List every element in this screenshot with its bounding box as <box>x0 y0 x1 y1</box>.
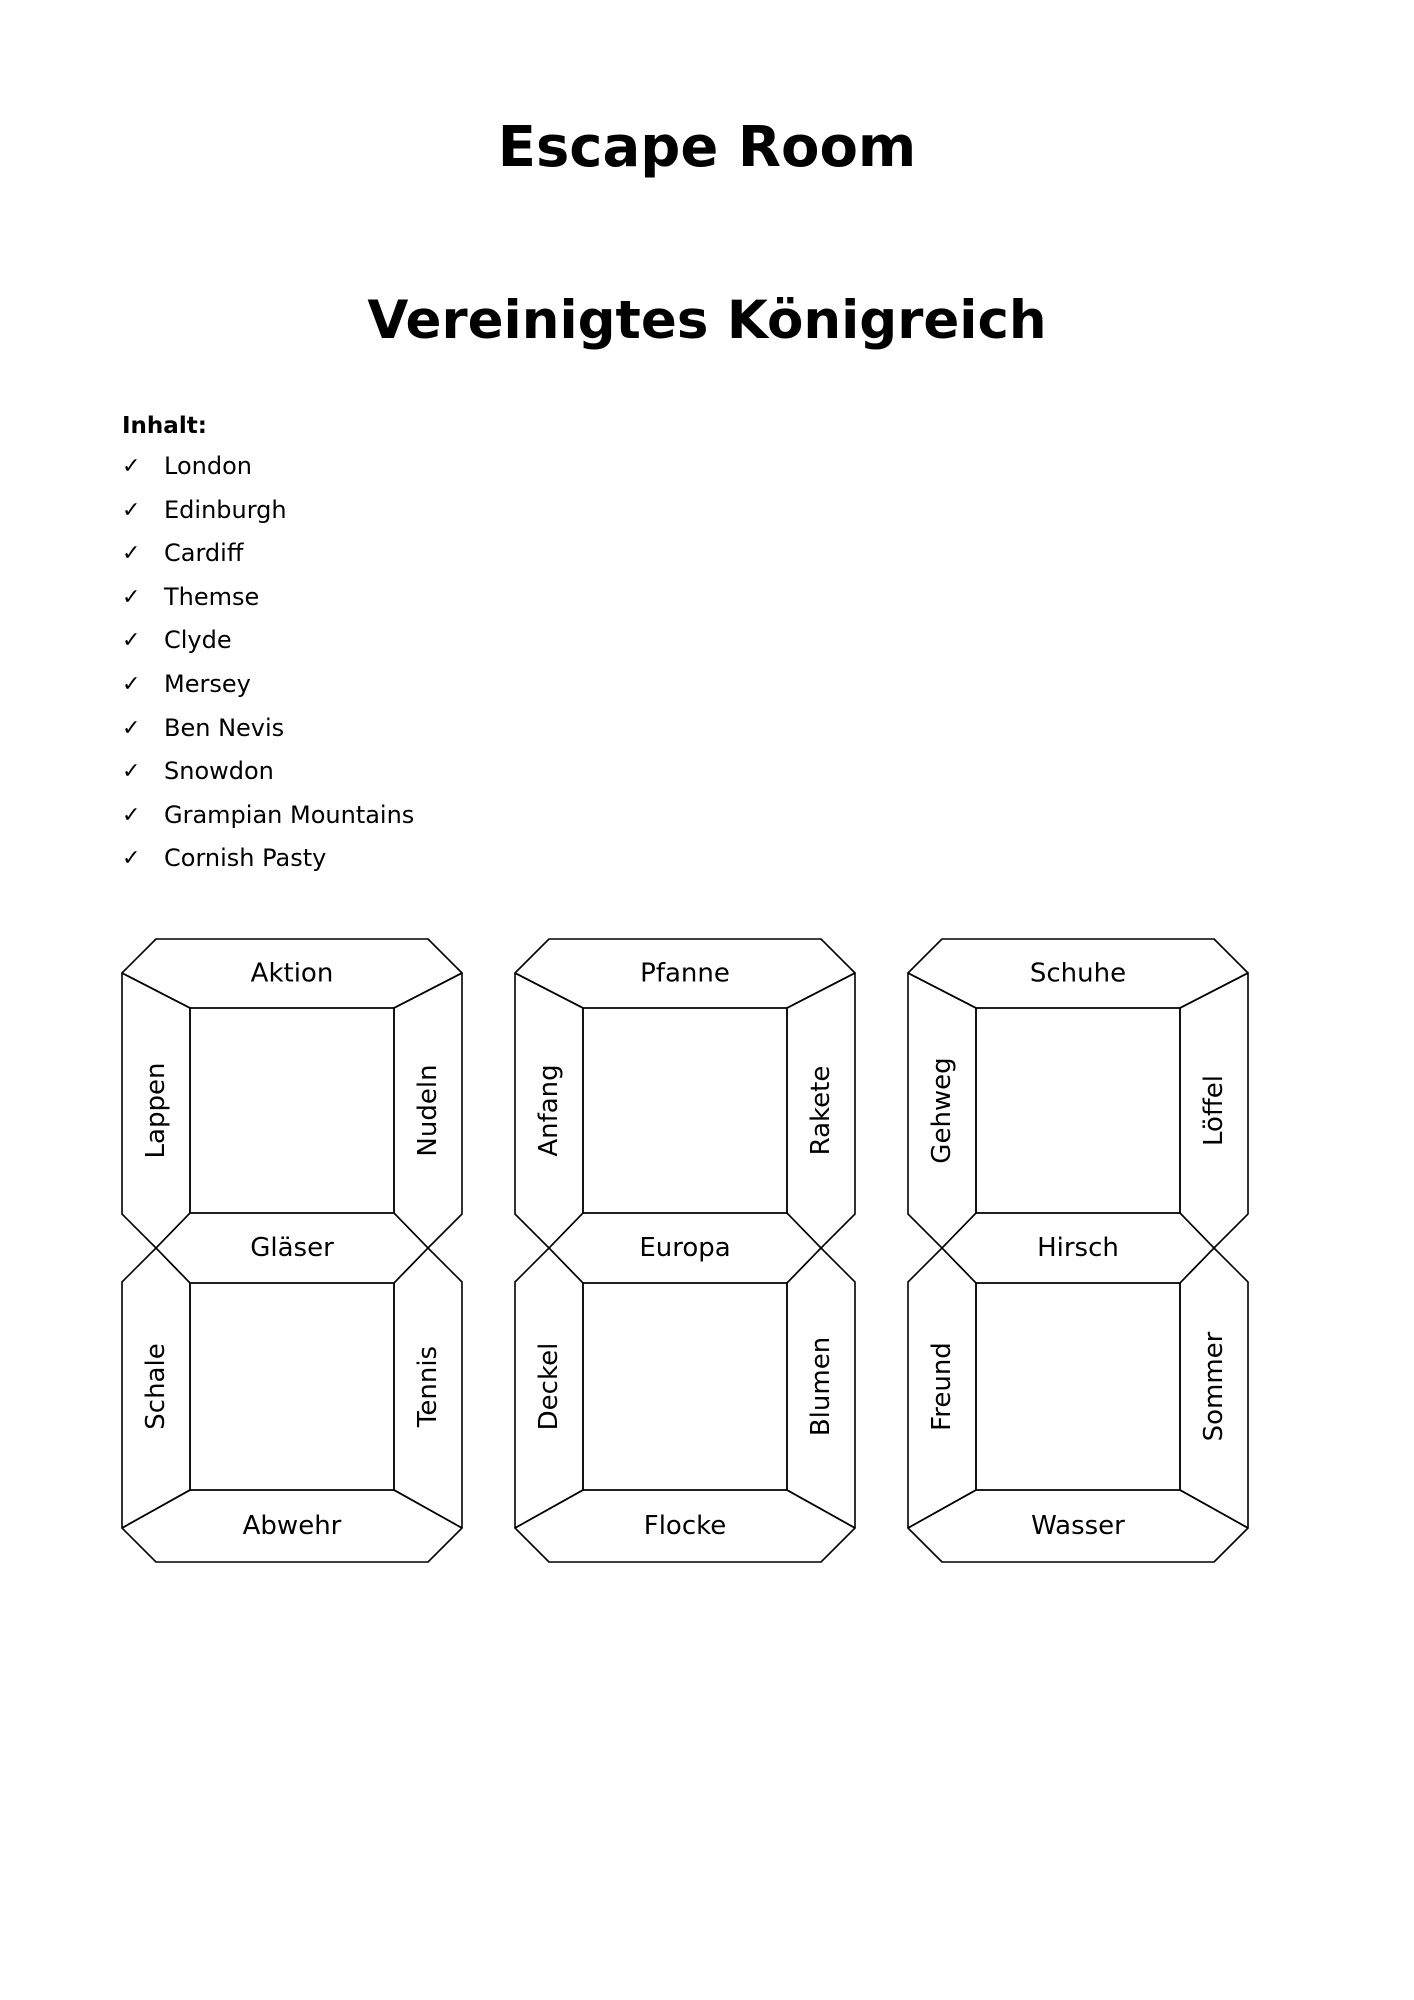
list-item-label: Edinburgh <box>164 495 287 524</box>
checkmark-icon: ✓ <box>122 541 141 567</box>
segment-label-lower-left: Freund <box>927 1342 957 1431</box>
segment-label-upper-right: Rakete <box>806 1065 836 1156</box>
segment-label-upper-right: Nudeln <box>413 1064 443 1157</box>
inner-square-lower <box>583 1283 787 1490</box>
segment-label-upper-left: Gehweg <box>927 1057 957 1164</box>
checkmark-icon: ✓ <box>122 584 141 610</box>
list-item-label: Mersey <box>164 669 251 698</box>
segment-label-upper-left: Anfang <box>534 1064 564 1157</box>
list-item-label: Ben Nevis <box>164 713 285 742</box>
inner-square-lower <box>976 1283 1180 1490</box>
segment-label-lower-right: Sommer <box>1199 1331 1229 1442</box>
checkmark-icon: ✓ <box>122 454 141 479</box>
segment-label-top: Pfanne <box>640 958 730 989</box>
contents-label: Inhalt: <box>122 413 207 439</box>
inner-square-upper <box>976 1008 1180 1213</box>
segment-label-bottom: Flocke <box>643 1511 727 1541</box>
inner-square-lower <box>190 1283 394 1490</box>
list-item-label: Cornish Pasty <box>164 844 327 873</box>
list-item-label: Cardiff <box>164 539 244 568</box>
list-item-label: Themse <box>164 582 260 611</box>
list-item-label: Snowdon <box>164 757 274 786</box>
segment-label-middle: Gläser <box>250 1233 334 1263</box>
checkmark-icon: ✓ <box>122 671 141 697</box>
page-title: Escape Room <box>497 115 917 180</box>
segment-label-lower-left: Deckel <box>534 1342 564 1431</box>
segment-label-top: Aktion <box>250 958 334 989</box>
inner-square-upper <box>190 1008 394 1213</box>
segment-label-bottom: Abwehr <box>242 1511 342 1541</box>
checkmark-icon: ✓ <box>122 715 141 741</box>
segment-label-bottom: Wasser <box>1031 1511 1125 1541</box>
checkmark-icon: ✓ <box>122 759 141 785</box>
page-subtitle: Vereinigtes Königreich <box>367 290 1047 351</box>
segment-label-lower-left: Schale <box>141 1343 171 1430</box>
segment-label-lower-right: Blumen <box>806 1336 836 1437</box>
checkmark-icon: ✓ <box>122 802 141 828</box>
segment-label-middle: Europa <box>639 1233 731 1263</box>
checkmark-icon: ✓ <box>122 497 141 523</box>
segment-label-middle: Hirsch <box>1037 1233 1119 1263</box>
list-item-label: Clyde <box>164 626 232 655</box>
checkmark-icon: ✓ <box>122 846 141 872</box>
segment-label-top: Schuhe <box>1029 958 1127 989</box>
list-item-label: London <box>164 452 252 480</box>
segment-label-lower-right: Tennis <box>413 1345 443 1428</box>
checkmark-icon: ✓ <box>122 628 141 654</box>
segment-label-upper-left: Lappen <box>141 1062 171 1159</box>
segment-label-upper-right: Löffel <box>1199 1074 1229 1147</box>
inner-square-upper <box>583 1008 787 1213</box>
list-item-label: Grampian Mountains <box>164 800 415 829</box>
